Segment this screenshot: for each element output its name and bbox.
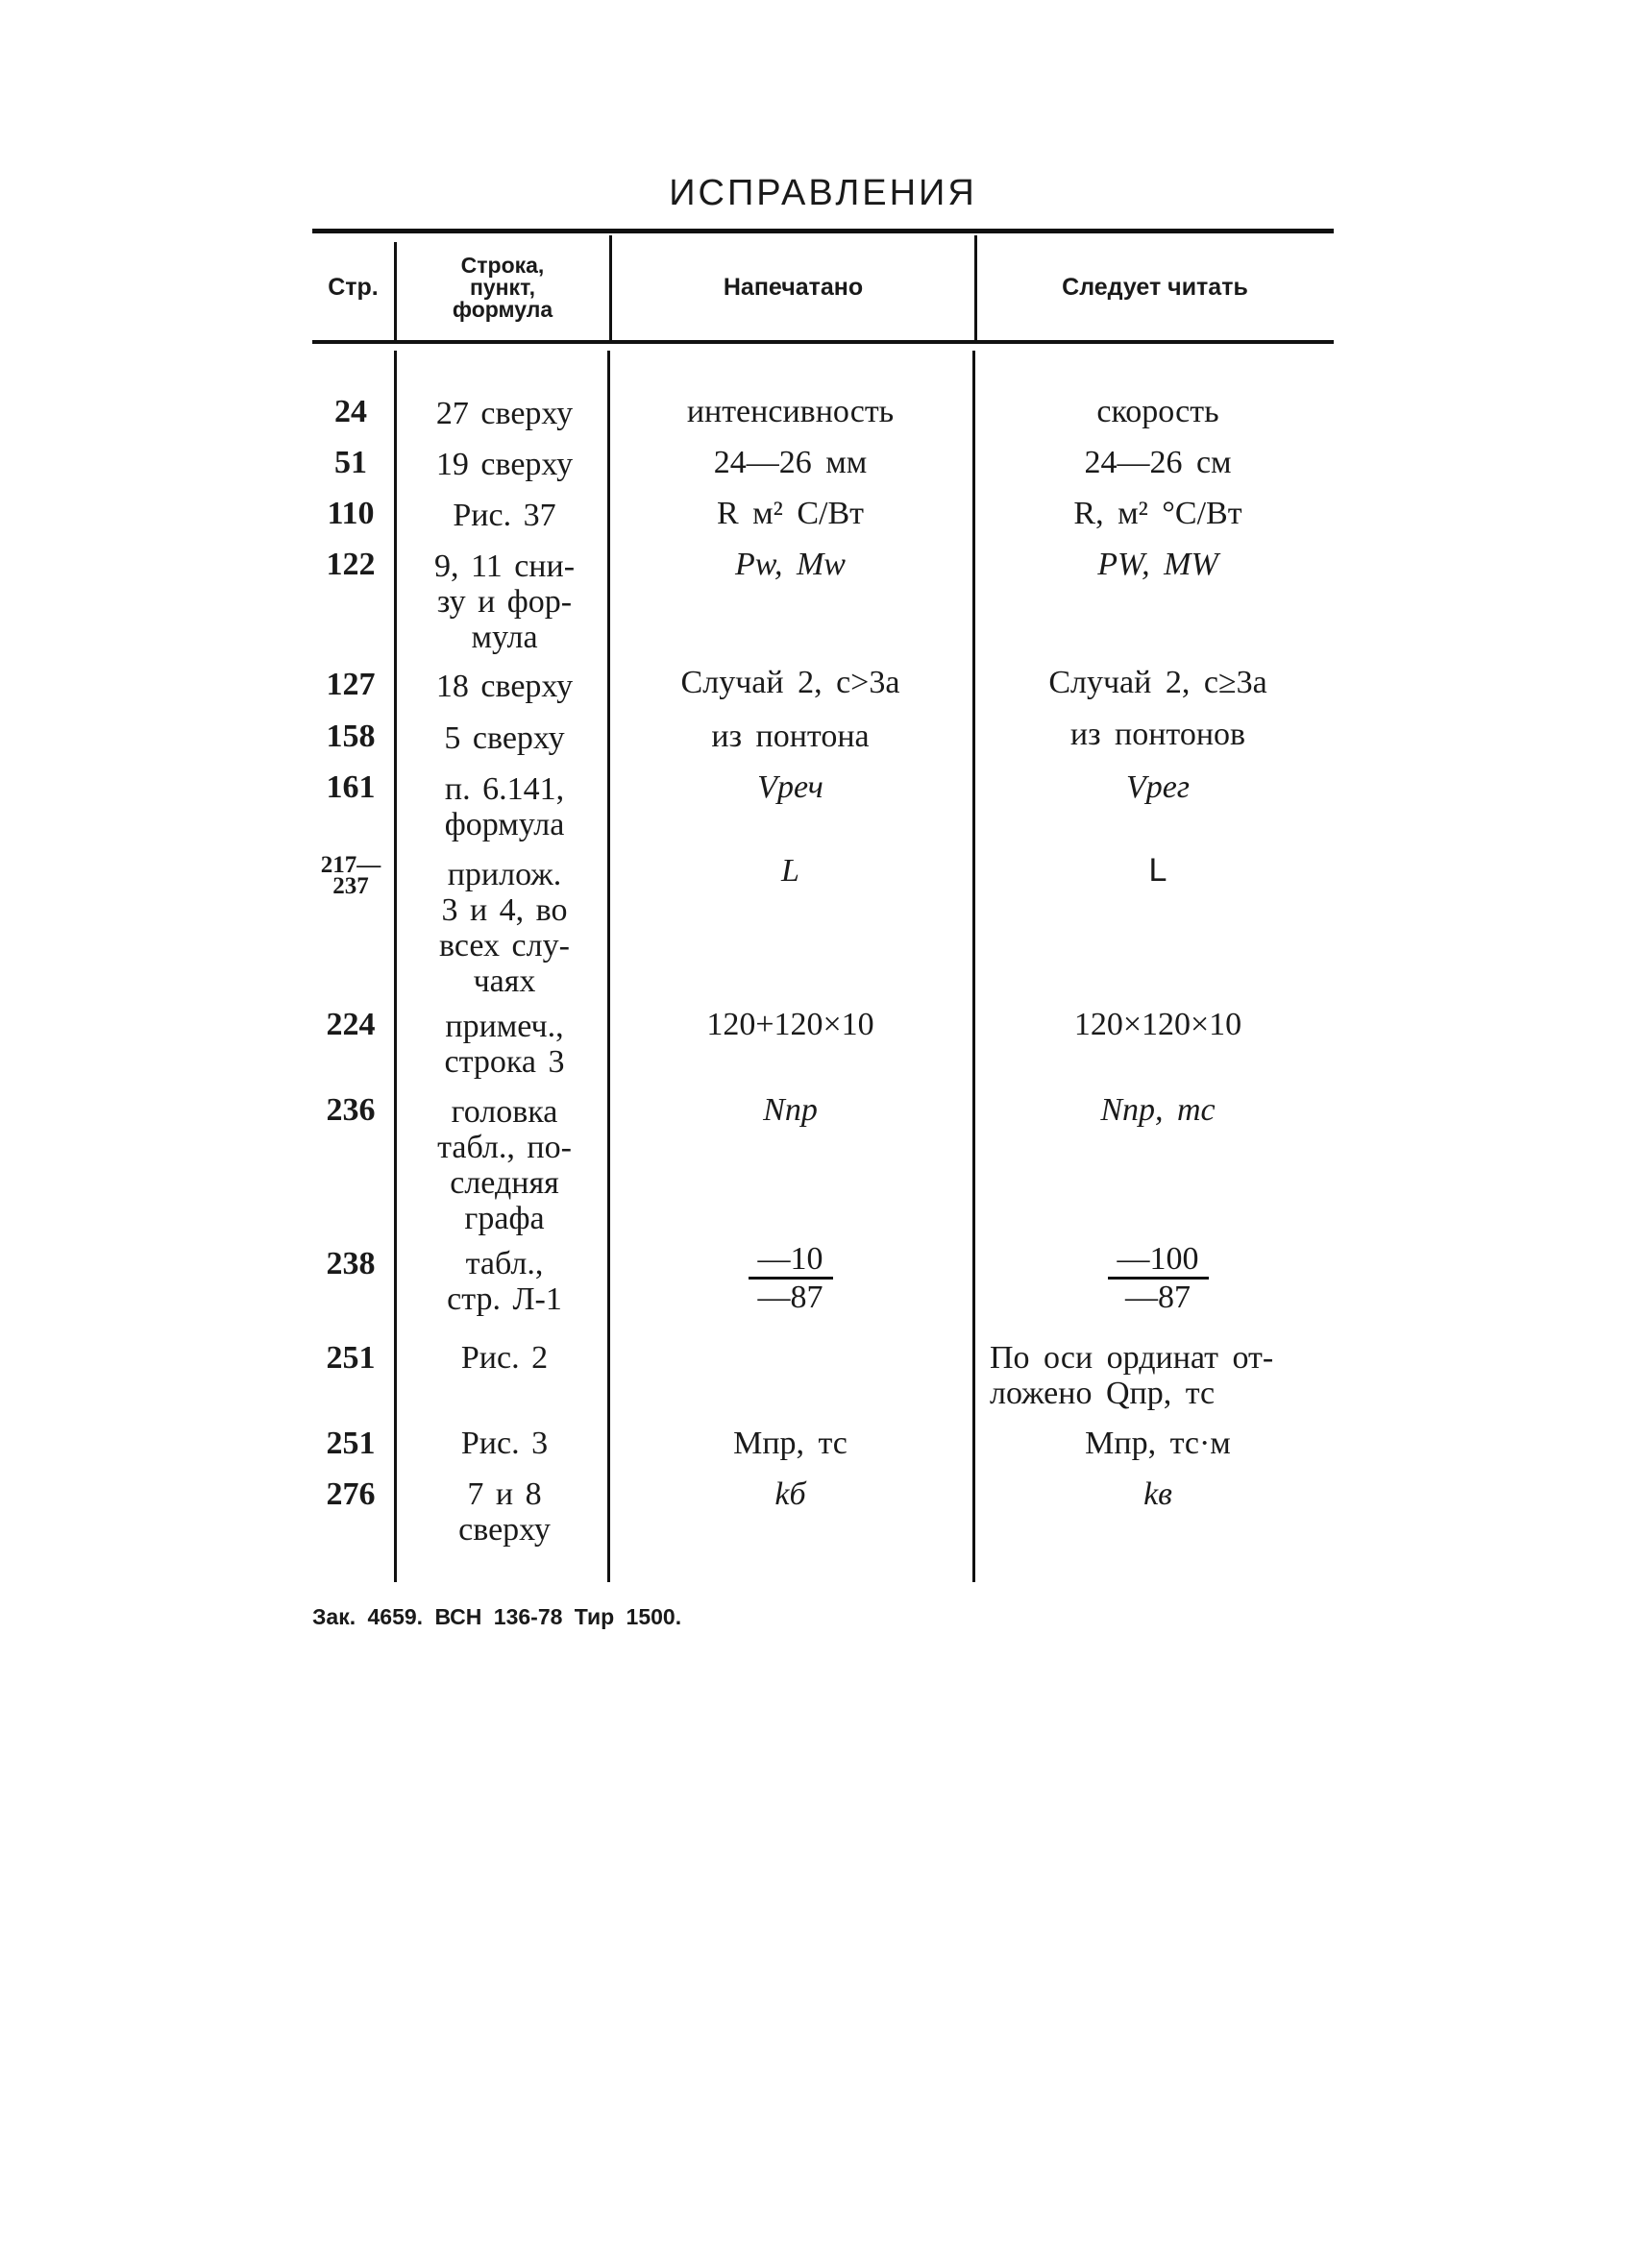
row-printed: Mпр, тс: [733, 1426, 848, 1461]
row-printed: R м² С/Вт: [716, 496, 865, 531]
column-divider: [394, 351, 397, 1582]
row-line: головка табл., по- следняя графа: [437, 1094, 572, 1236]
row-page: 217—237: [320, 852, 381, 899]
header-read: Следует читать: [1062, 274, 1248, 301]
header-printed: Напечатано: [723, 274, 864, 301]
row-line: 18 сверху: [435, 669, 574, 704]
row-read: 24—26 см: [1084, 445, 1232, 480]
row-page: 158: [326, 719, 376, 754]
row-read: Случай 2, c≥3a: [1048, 665, 1267, 700]
row-read: из понтонов: [1069, 717, 1246, 752]
row-line: Рис. 37: [453, 498, 556, 533]
row-page: 122: [326, 547, 376, 582]
row-printed: 120+120×10: [706, 1007, 874, 1042]
fraction: $\frac{—10}{—87}$: [749, 1241, 833, 1315]
row-page: 238: [326, 1246, 376, 1281]
fraction: $\frac{—100}{—87}$: [1108, 1241, 1209, 1315]
row-printed: Pw, Mw: [735, 547, 846, 582]
row-line: 7 и 8 сверху: [458, 1476, 551, 1548]
row-read: Nпр, тс: [1100, 1092, 1216, 1128]
header-line: Строка, пункт, формула: [452, 252, 553, 322]
row-line: примеч., строка 3: [444, 1009, 565, 1080]
row-page: 276: [326, 1476, 376, 1512]
row-line: Рис. 3: [460, 1426, 549, 1461]
row-printed: Vреч: [757, 769, 823, 805]
row-page: 161: [326, 769, 376, 805]
row-read: скорость: [1096, 394, 1219, 429]
row-read: [980, 1241, 1336, 1315]
row-line: п. 6.141, формула: [444, 771, 565, 842]
row-line: табл., стр. Л-1: [447, 1246, 562, 1317]
table-top-rule: [312, 229, 1334, 233]
table-header-rule: [312, 340, 1334, 344]
row-page: 224: [326, 1007, 376, 1042]
header-page: Стр.: [328, 274, 379, 301]
row-read: R, м² °С/Вт: [1073, 496, 1242, 531]
row-page: 127: [326, 667, 376, 702]
row-read: Vрег: [1125, 769, 1191, 805]
row-read: PW, MW: [1097, 547, 1218, 582]
row-read: Mпр, тс·м: [1085, 1426, 1231, 1461]
row-printed: [610, 1241, 970, 1315]
row-line: 27 сверху: [435, 396, 574, 431]
row-page: 110: [327, 496, 375, 531]
row-line: 9, 11 сни- зу и фор- мула: [433, 549, 576, 655]
page-title: ИСПРАВЛЕНИЯ: [669, 173, 977, 213]
row-line: 5 сверху: [444, 720, 565, 756]
row-printed: kб: [774, 1476, 806, 1512]
row-printed: 24—26 мм: [713, 445, 868, 480]
row-printed: из понтона: [711, 719, 870, 754]
row-page: 51: [334, 445, 367, 480]
row-line: 19 сверху: [435, 447, 574, 482]
row-page: 251: [326, 1426, 376, 1461]
row-page: 236: [326, 1092, 376, 1128]
row-page: 251: [326, 1340, 376, 1376]
print-run-footer: Зак. 4659. ВСН 136-78 Тир 1500.: [312, 1604, 682, 1629]
row-line: Рис. 2: [460, 1340, 549, 1376]
row-printed: интенсивность: [686, 394, 895, 429]
row-page: 24: [334, 394, 367, 429]
row-printed: Nпр: [763, 1092, 818, 1128]
row-printed: L: [781, 853, 799, 889]
row-read: По оси ординат от- ложено Qпр, тс: [990, 1340, 1274, 1411]
column-divider: [972, 351, 975, 1582]
row-printed: Случай 2, c>3a: [680, 665, 900, 700]
row-read: L: [1148, 852, 1167, 889]
row-read: 120×120×10: [1073, 1007, 1242, 1042]
column-divider: [607, 351, 610, 1582]
row-line: прилож. 3 и 4, во всех слу- чаях: [439, 857, 570, 999]
row-read: kв: [1143, 1476, 1172, 1512]
